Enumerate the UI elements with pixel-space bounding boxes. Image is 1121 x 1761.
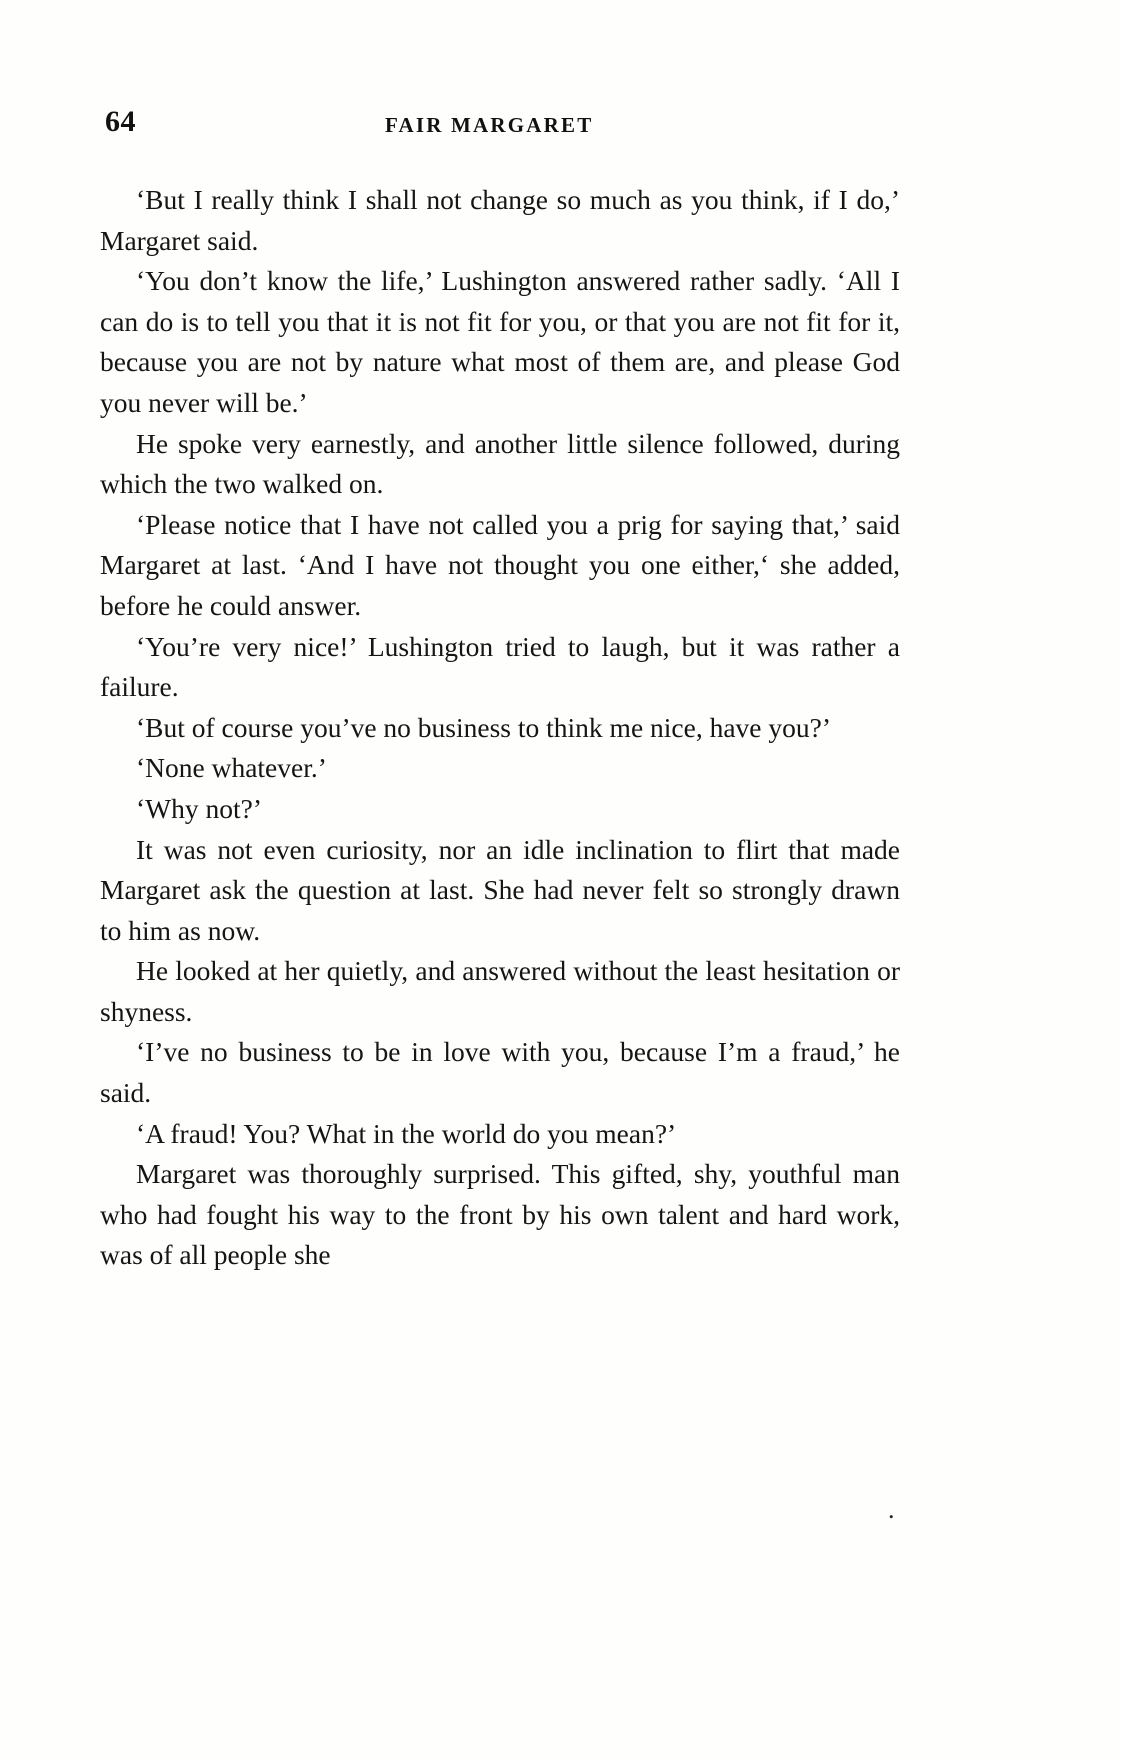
paragraph-text: ‘But of course you’ve no business to think me nice, have you?’ (136, 711, 831, 743)
paragraph (100, 627, 900, 708)
paragraph-text: ‘None whatever.’ (136, 752, 327, 784)
paragraph (100, 789, 900, 830)
paragraph (100, 261, 900, 423)
paragraph (100, 1154, 900, 1276)
paragraph-text: ‘Please notice that I have not called you a prig for saying that,’ said Margaret at last. ‘And I have not thought you one either,‘ she added, before he could answer. (100, 508, 900, 621)
paragraph-text: He spoke very earnestly, and another little silence followed, during which the two walked on. (100, 427, 900, 500)
paragraph (100, 424, 900, 505)
paragraph (100, 951, 900, 1032)
paragraph (100, 748, 900, 789)
paragraph-text: Margaret was thoroughly surprised. This gifted, shy, youthful man who had fought his way to the front by his own talent and hard work, was of all people she (100, 1158, 900, 1271)
paragraph (100, 1032, 900, 1113)
paragraph (100, 180, 900, 261)
running-head-title: FAIR MARGARET (385, 113, 594, 137)
paragraph-text: It was not even curiosity, nor an idle inclination to flirt that made Margaret ask the question at last. She had never felt so strongly drawn to him as now. (100, 833, 900, 946)
body-text (100, 180, 900, 1276)
paragraph-text: ‘You don’t know the life,’ Lushington answered rather sadly. ‘All I can do is to tell you that it is not fit for you, or that you are not fit for it, because you are not by nature what most of them are, and please God you never will be.’ (100, 265, 900, 418)
paragraph (100, 1114, 900, 1155)
paragraph (100, 505, 900, 627)
paragraph-text: ‘A fraud! You? What in the world do you mean?’ (136, 1117, 677, 1149)
paragraph (100, 708, 900, 749)
footer-mark: . (888, 1495, 895, 1524)
paragraph-text: He looked at her quietly, and answered without the least hesitation or shyness. (100, 955, 900, 1027)
paragraph (100, 830, 900, 952)
paragraph-text: ‘You’re very nice!’ Lushington tried to laugh, but it was rather a failure. (100, 630, 900, 703)
paragraph-text: ‘But I really think I shall not change so much as you think, if I do,’ Margaret said. (100, 184, 900, 256)
paragraph-text: ‘Why not?’ (136, 792, 262, 824)
page-number: 64 (105, 105, 136, 138)
page-header (105, 105, 905, 145)
paragraph-text: ‘I’ve no business to be in love with you, because I’m a fraud,’ he said. (100, 1036, 900, 1109)
